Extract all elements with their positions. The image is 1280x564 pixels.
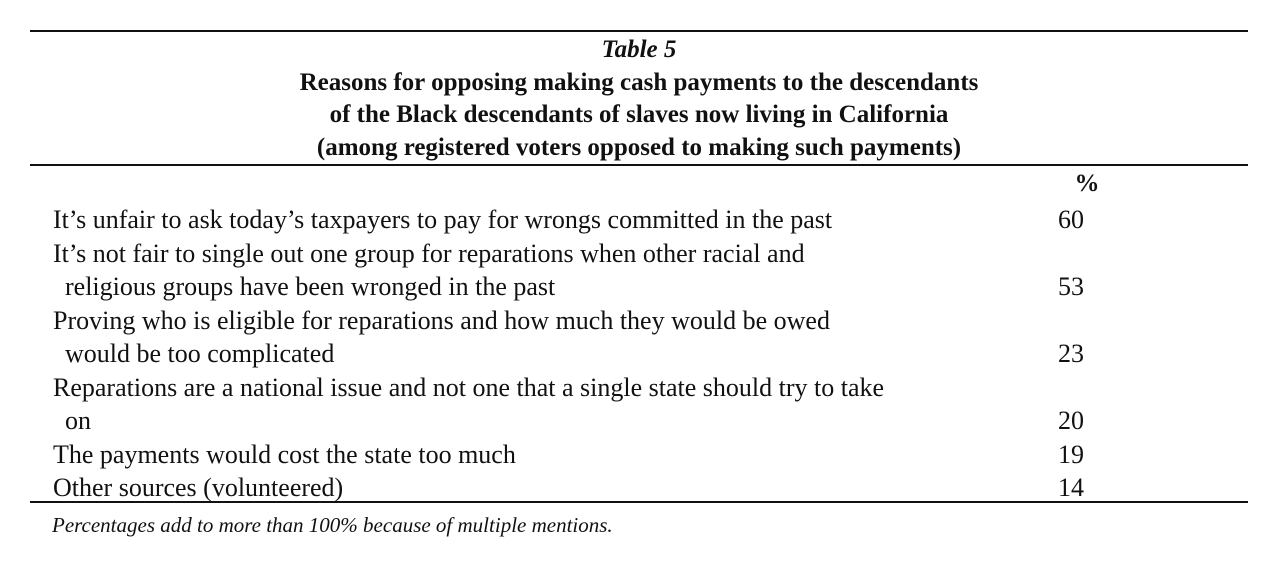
row-value: 23: [1058, 339, 1084, 368]
bottom-rule: [30, 501, 1248, 503]
top-rule: [30, 30, 1248, 32]
row-value: 14: [1058, 473, 1084, 502]
table-footnote: Percentages add to more than 100% because of multiple mentions.: [52, 513, 613, 537]
table-title-line-1: Reasons for opposing making cash payments to the descendants: [299, 68, 979, 96]
row-label-line-2: religious groups have been wronged in the past: [65, 272, 556, 301]
row-label-line-1: Other sources (volunteered): [53, 473, 344, 502]
table-row: [53, 371, 1153, 438]
row-label-line-2: would be too complicated: [65, 339, 335, 368]
row-value: 60: [1058, 205, 1084, 234]
row-label-line-2: on: [65, 406, 91, 435]
table-row: [53, 471, 1153, 505]
table-row: [53, 237, 1153, 304]
header-rule: [30, 164, 1248, 166]
table-number: Table 5: [601, 36, 677, 63]
table-row: [53, 304, 1153, 371]
percent-column-header: %: [1074, 170, 1100, 197]
row-label: [53, 438, 1003, 472]
row-label: [53, 237, 1003, 304]
table-title-line-2: of the Black descendants of slaves now living in California: [329, 101, 949, 128]
row-value: 20: [1058, 406, 1084, 435]
row-label-line-1: Proving who is eligible for reparations and how much they would be owed: [53, 305, 830, 335]
row-label: [53, 471, 1003, 505]
row-label-line-1: It’s not fair to single out one group for reparations when other racial and: [53, 238, 805, 268]
row-label-line-1: Reparations are a national issue and not one that a single state should try to take: [53, 372, 885, 402]
row-label-line-1: The payments would cost the state too much: [53, 439, 516, 469]
row-value: 19: [1058, 439, 1084, 469]
row-label: [53, 203, 1003, 237]
table-row: [53, 203, 1153, 237]
table-row: [53, 438, 1153, 472]
table-title-line-3: (among registered voters opposed to making such payments): [316, 133, 962, 161]
table-caption: [30, 34, 1248, 164]
table-body: [53, 203, 1153, 505]
row-label-line-1: It’s unfair to ask today’s taxpayers to pay for wrongs committed in the past: [53, 205, 833, 234]
row-value: 53: [1058, 272, 1084, 301]
row-label: [53, 304, 1003, 371]
row-label: [53, 371, 1003, 438]
